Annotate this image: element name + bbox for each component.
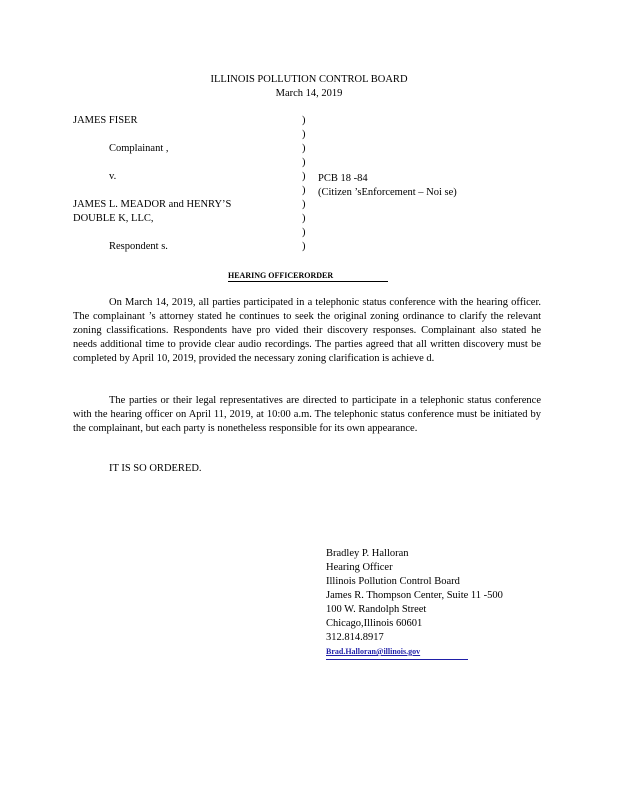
paragraph-status: On March 14, 2019, all parties participated in a telephonic status conference with the hearing officer. The complainant ’s attorney stated he continues to seek the original zoning ordinance to clarify the relevant zoning classifications. Respondents have pro vided their discovery responses. Complainant also stated he needs additional time to provide clear audio recordings. The parties agreed that all written discovery must be completed by April 10, 2019, provided the necessary zoning clarification is achieve d. xyxy=(73,297,541,364)
signer-phone: 312.814.8917 xyxy=(326,632,384,643)
paren: ) xyxy=(302,227,306,238)
signer-org: Illinois Pollution Control Board xyxy=(326,576,460,587)
signer-name: Bradley P. Halloran xyxy=(326,548,409,559)
signature-block xyxy=(326,547,503,660)
signer-title: Hearing Officer xyxy=(326,562,393,573)
order-date: March 14, 2019 xyxy=(275,88,343,99)
paren: ) xyxy=(302,171,306,182)
paren: ) xyxy=(302,213,306,224)
versus-label: v. xyxy=(109,171,117,182)
signer-city: Chicago,Illinois 60601 xyxy=(326,618,423,629)
paren: ) xyxy=(302,185,306,196)
signer-address2: 100 W. Randolph Street xyxy=(326,604,427,615)
case-info xyxy=(318,172,457,200)
complainant-role: Complainant , xyxy=(109,143,169,154)
paragraph-directive: The parties or their legal representatives are directed to participate in a telephonic status conference with the hearing officer on April 11, 2019, at 10:00 a.m. The telephonic status conference must be initiated by the complainant, but each party is nonetheless responsible for its own appearance. xyxy=(73,395,541,434)
paren: ) xyxy=(302,241,306,252)
signer-address1: James R. Thompson Center, Suite 11 -500 xyxy=(326,590,503,601)
respondent-name-line1: JAMES L. MEADOR and HENRY’S xyxy=(73,199,232,210)
signer-email-link[interactable]: Brad.Halloran@illinois.gov xyxy=(326,645,468,660)
paren: ) xyxy=(302,199,306,210)
paren: ) xyxy=(302,143,306,154)
complainant-name: JAMES FISER xyxy=(73,115,138,126)
paragraph-ordered: IT IS SO ORDERED. xyxy=(109,463,202,474)
board-name: ILLINOIS POLLUTION CONTROL BOARD xyxy=(210,74,408,85)
order-title: HEARING OFFICERORDER xyxy=(228,270,388,282)
respondent-name-line2: DOUBLE K, LLC, xyxy=(73,213,154,224)
respondent-role: Respondent s. xyxy=(109,241,168,252)
case-type: (Citizen ’sEnforcement – Noi se) xyxy=(318,187,457,198)
paren: ) xyxy=(302,115,306,126)
paren: ) xyxy=(302,157,306,168)
case-number: PCB 18 -84 xyxy=(318,173,368,184)
paren: ) xyxy=(302,129,306,140)
